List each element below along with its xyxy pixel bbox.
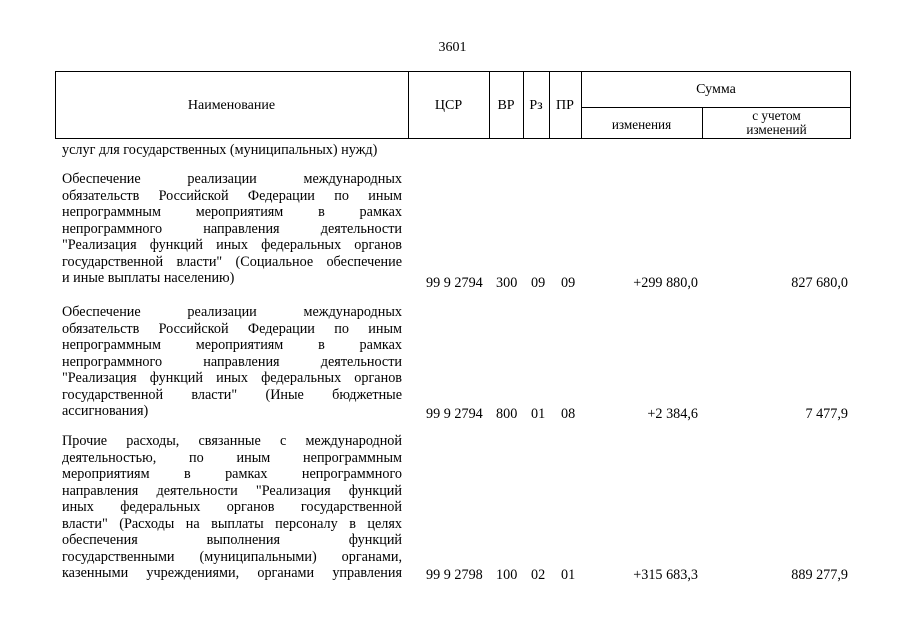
row-name <box>62 171 402 287</box>
row-name-line: обязательств Российской Федерации по иным <box>62 320 402 337</box>
row-name-line: обеспечения выполнения функций <box>62 532 402 548</box>
header-rz: Рз <box>529 98 543 113</box>
row-rz: 09 <box>531 275 546 291</box>
table-header <box>55 71 851 139</box>
header-vr: ВР <box>497 98 515 113</box>
row-name-line: казенными учреждениями, органами управления <box>62 565 402 581</box>
row-name-line: государственной власти" (Социальное обеспечение <box>62 253 402 270</box>
row-pr: 01 <box>561 567 576 583</box>
row-vr: 100 <box>496 567 518 583</box>
row-name <box>62 433 402 582</box>
row-csr: 99 9 2794 <box>426 406 483 422</box>
row-name-line: "Реализация функций иных федеральных органов <box>62 370 402 386</box>
row-name-line: обязательств Российской Федерации по иным <box>62 187 402 204</box>
row-rz: 01 <box>531 406 546 422</box>
header-with-changes-line1: с учетом <box>752 108 801 123</box>
row-name-line: мероприятиям в рамках непрограммного <box>62 466 402 482</box>
header-name: Наименование <box>187 98 276 113</box>
row-name-line: направления деятельности "Реализация функций <box>62 482 402 499</box>
row-name-line: ассигнования) <box>62 403 149 419</box>
row-vr: 300 <box>496 275 518 291</box>
row-name-line: государственной власти" (Иные бюджетные <box>62 386 402 403</box>
row-name-line: государственными (муниципальными) органами, <box>62 548 402 565</box>
row-name-line: власти" (Расходы на выплаты персоналу в целях <box>62 515 402 532</box>
row-name <box>62 304 402 420</box>
row-name-line: непрограммным мероприятиям в рамках <box>62 337 402 353</box>
row-name-line: непрограммным мероприятиям в рамках <box>62 204 402 220</box>
header-pr: ПР <box>556 98 574 113</box>
row-pr: 08 <box>561 406 576 422</box>
row-total: 889 277,9 <box>791 567 848 583</box>
row-change: +315 683,3 <box>633 567 698 583</box>
row-total: 827 680,0 <box>791 275 848 291</box>
page-number: 3601 <box>438 40 467 55</box>
row-name-line: Обеспечение реализации международных <box>62 171 402 187</box>
header-with-changes <box>702 109 851 137</box>
row-total: 7 477,9 <box>805 406 848 422</box>
header-changes: изменения <box>611 117 672 132</box>
header-bottom-border <box>55 138 851 139</box>
row-name-line: непрограммного направления деятельности <box>62 353 402 370</box>
header-top-border <box>55 71 851 72</box>
row-name-line: иных федеральных органов государственной <box>62 499 402 515</box>
row-csr: 99 9 2798 <box>426 567 483 583</box>
row-change: +299 880,0 <box>633 275 698 291</box>
continuation-text: услуг для государственных (муниципальных) нужд) <box>62 142 378 158</box>
row-name-line: "Реализация функций иных федеральных органов <box>62 237 402 253</box>
row-name-line: непрограммного направления деятельности <box>62 220 402 237</box>
row-name-line: и иные выплаты населению) <box>62 270 235 286</box>
row-vr: 800 <box>496 406 518 422</box>
row-name-line: деятельностью, по иным непрограммным <box>62 449 402 466</box>
row-name-line: Обеспечение реализации международных <box>62 304 402 320</box>
sum-sub-border <box>581 107 851 108</box>
row-change: +2 384,6 <box>647 406 698 422</box>
header-with-changes-line2: изменений <box>746 122 807 137</box>
row-csr: 99 9 2794 <box>426 275 483 291</box>
row-pr: 09 <box>561 275 576 291</box>
row-name-line: Прочие расходы, связанные с международной <box>62 433 402 449</box>
row-rz: 02 <box>531 567 546 583</box>
header-sum: Сумма <box>696 82 736 97</box>
header-csr: ЦСР <box>434 98 463 113</box>
